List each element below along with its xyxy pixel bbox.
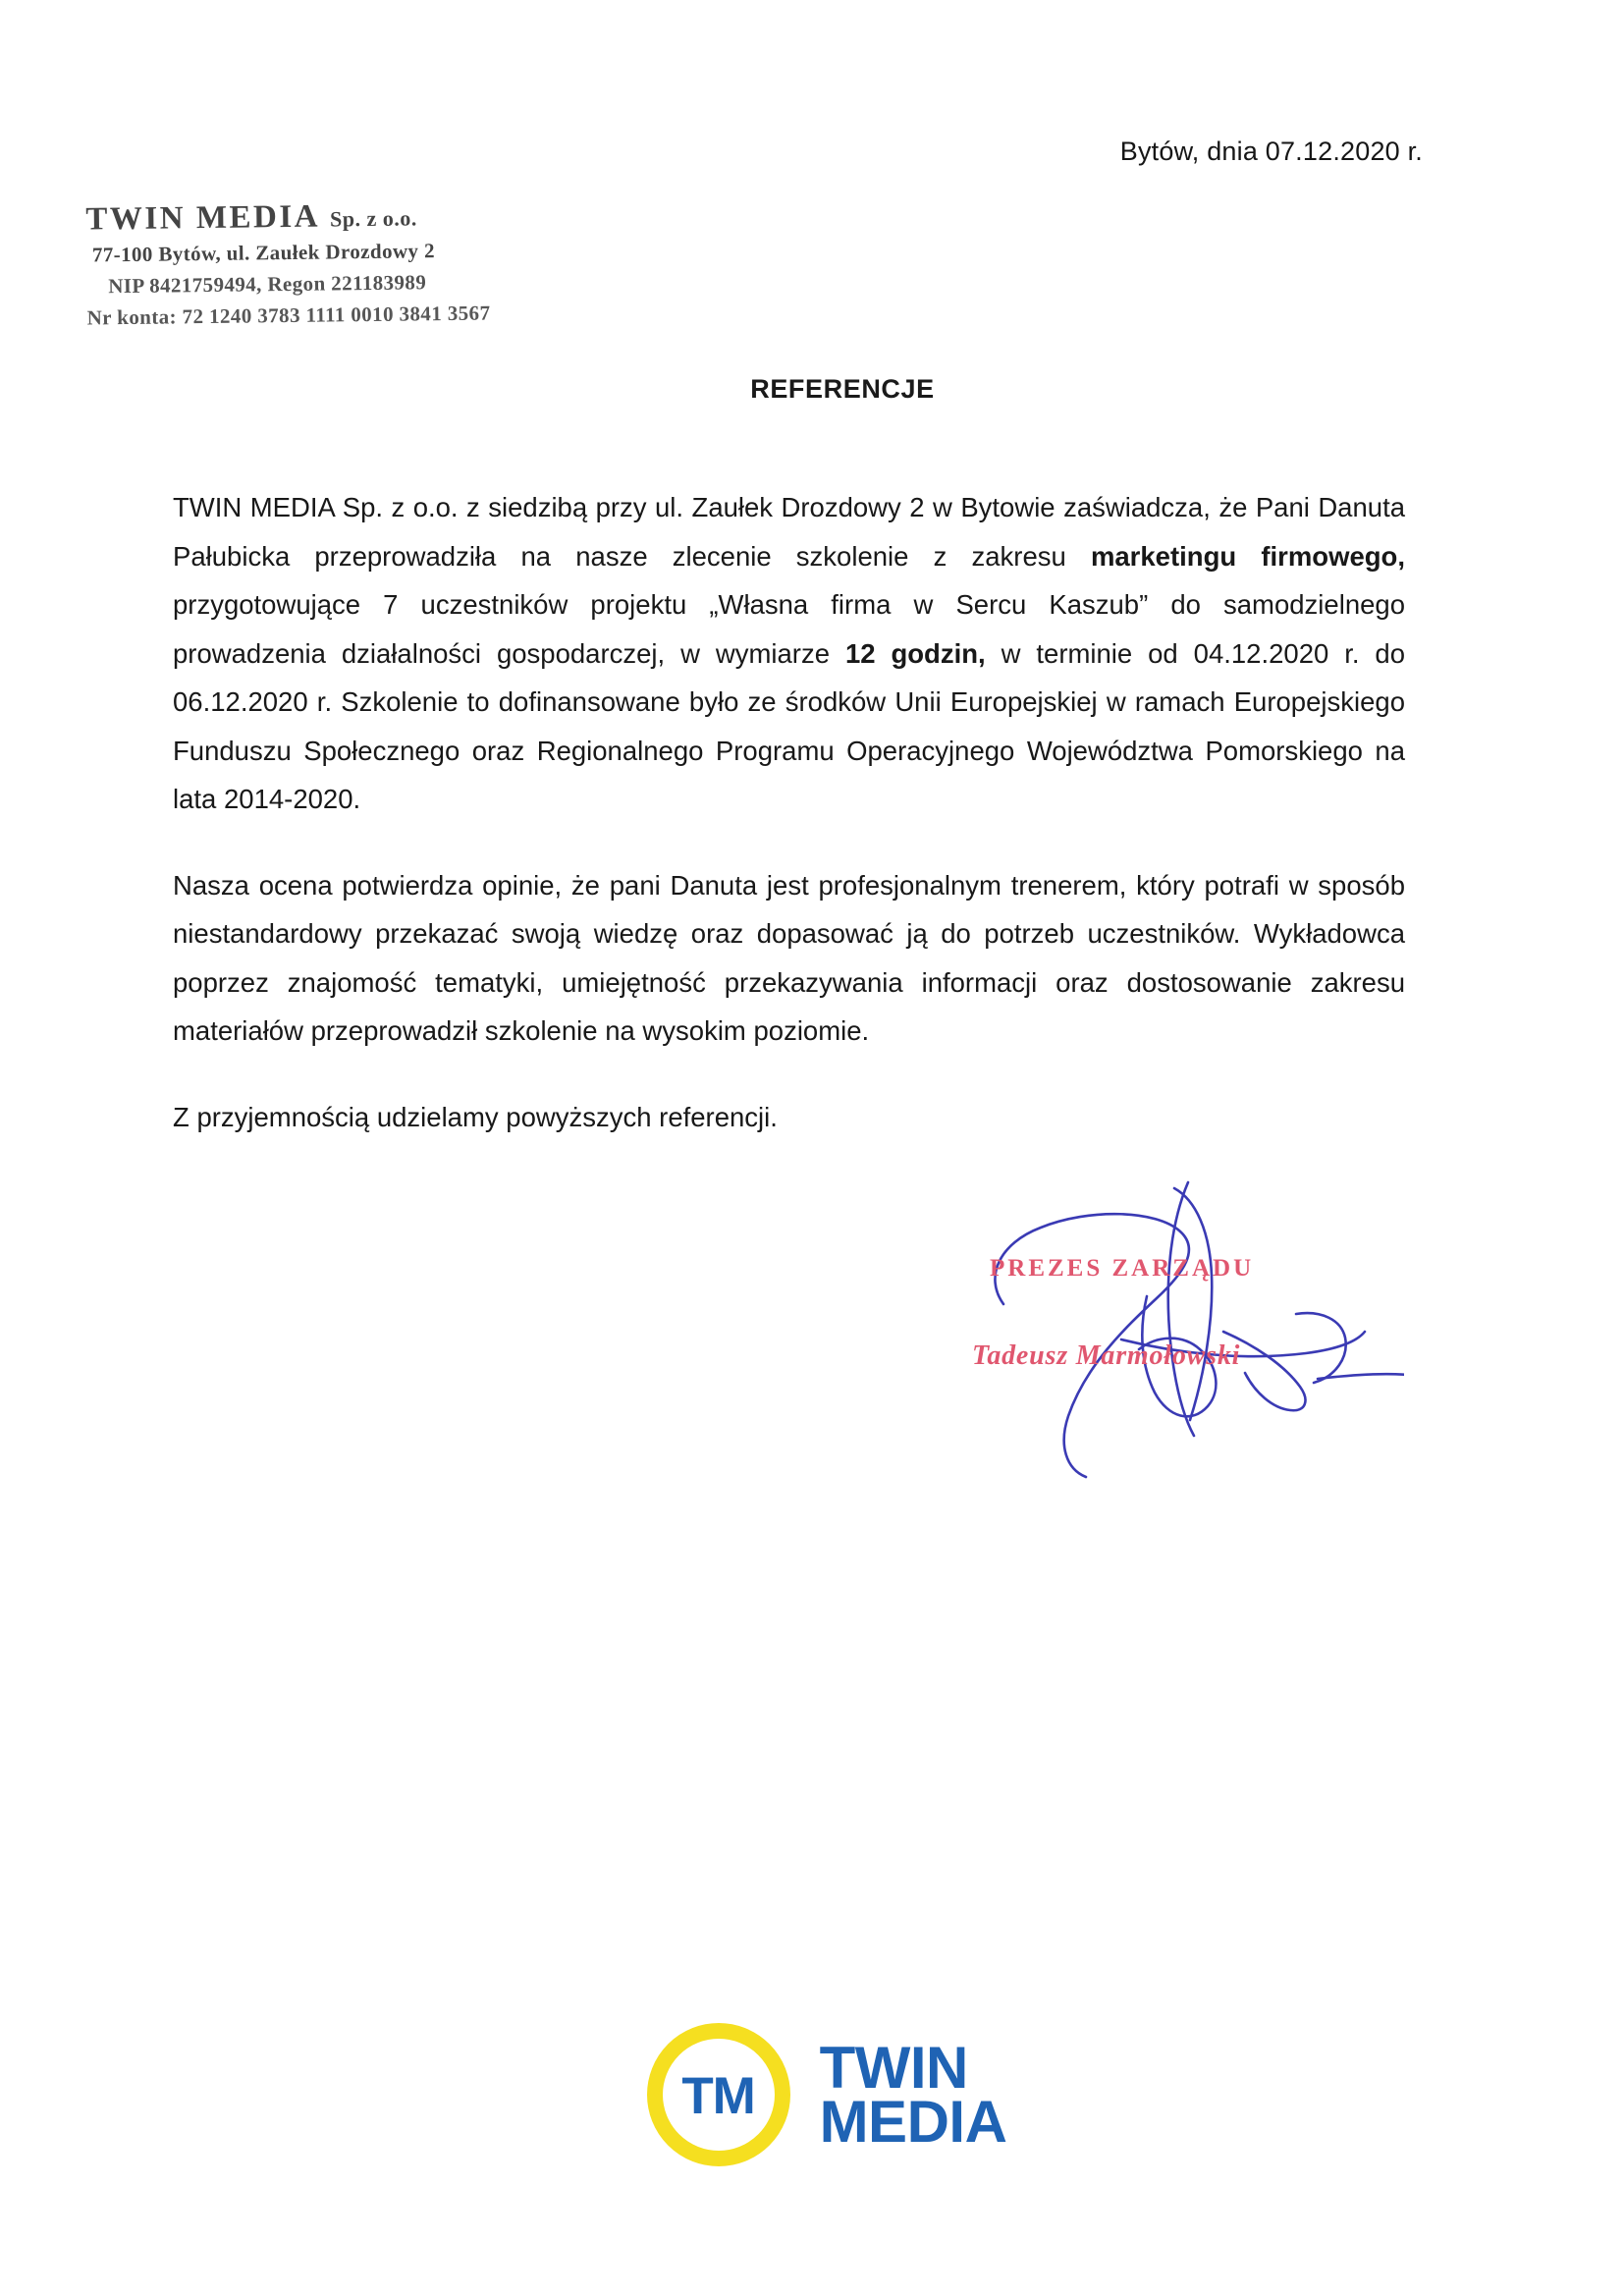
- company-stamp-name: TWIN MEDIA: [85, 198, 321, 238]
- company-stamp-tax-ids: NIP 8421759494, Regon 221183989: [108, 270, 427, 299]
- logo-wordmark-line-2: MEDIA: [819, 2089, 1007, 2155]
- logo-monogram: TM: [681, 2066, 755, 2125]
- paragraph-1: TWIN MEDIA Sp. z o.o. z siedzibą przy ul. Zaułek Drozdowy 2 w Bytowie zaświadcza, że Pani Danuta Pałubicka przeprowadziła na nasze zlecenie szkolenie z zakresu marketingu firmowego, przygotowujące 7 uczestników projektu „Własna firma w Sercu Kaszub” do samodzielnego prowadzenia działalności gospodarczej, w wymiarze 12 godzin, w terminie od 04.12.2020 r. do 06.12.2020 r. Szkolenie to dofinansowane było ze środków Unii Europejskiej w ramach Europejskiego Funduszu Społecznego oraz Regionalnego Programu Operacyjnego Województwa Pomorskiego na lata 2014-2020.: [173, 492, 1406, 814]
- date-line: Bytów, dnia 07.12.2020 r.: [1119, 137, 1423, 166]
- footer-logo: [0, 2023, 1624, 2166]
- logo-wordmark: [819, 2034, 1007, 2155]
- signature-role: PREZES ZARZĄDU: [990, 1255, 1255, 1282]
- document-body: [173, 483, 1405, 1141]
- paragraph-2: Nasza ocena potwierdza opinie, że pani Danuta jest profesjonalnym trenerem, który potrafi w sposób niestandardowy przekazać swoją wiedzę oraz dopasować ją do potrzeb uczestników. Wykładowca poprzez znajomość tematyki, umiejętność przekazywania informacji oraz dostosowanie zakresu materiałów przeprowadził szkolenie na wysokim poziomie.: [173, 869, 1405, 1046]
- signature-block: [933, 1159, 1404, 1473]
- logo-wordmark-line-1: TWIN: [819, 2034, 968, 2101]
- closing-paragraph: Z przyjemnością udzielamy powyższych referencji.: [173, 1101, 778, 1132]
- signature-name: Tadeusz Marmołowski: [972, 1340, 1241, 1371]
- company-stamp-name-row: [85, 198, 489, 236]
- company-stamp-address: 77-100 Bytów, ul. Zaułek Drozdowy 2: [91, 239, 436, 267]
- company-stamp-bank-account: Nr konta: 72 1240 3783 1111 0010 3841 3567: [86, 301, 491, 330]
- page-title: REFERENCJE: [750, 374, 935, 404]
- handwritten-signature-icon: [893, 1129, 1404, 1483]
- logo-ring-icon: [647, 2023, 790, 2166]
- company-stamp: [85, 198, 490, 330]
- company-stamp-legal-form: Sp. z o.o.: [329, 205, 417, 232]
